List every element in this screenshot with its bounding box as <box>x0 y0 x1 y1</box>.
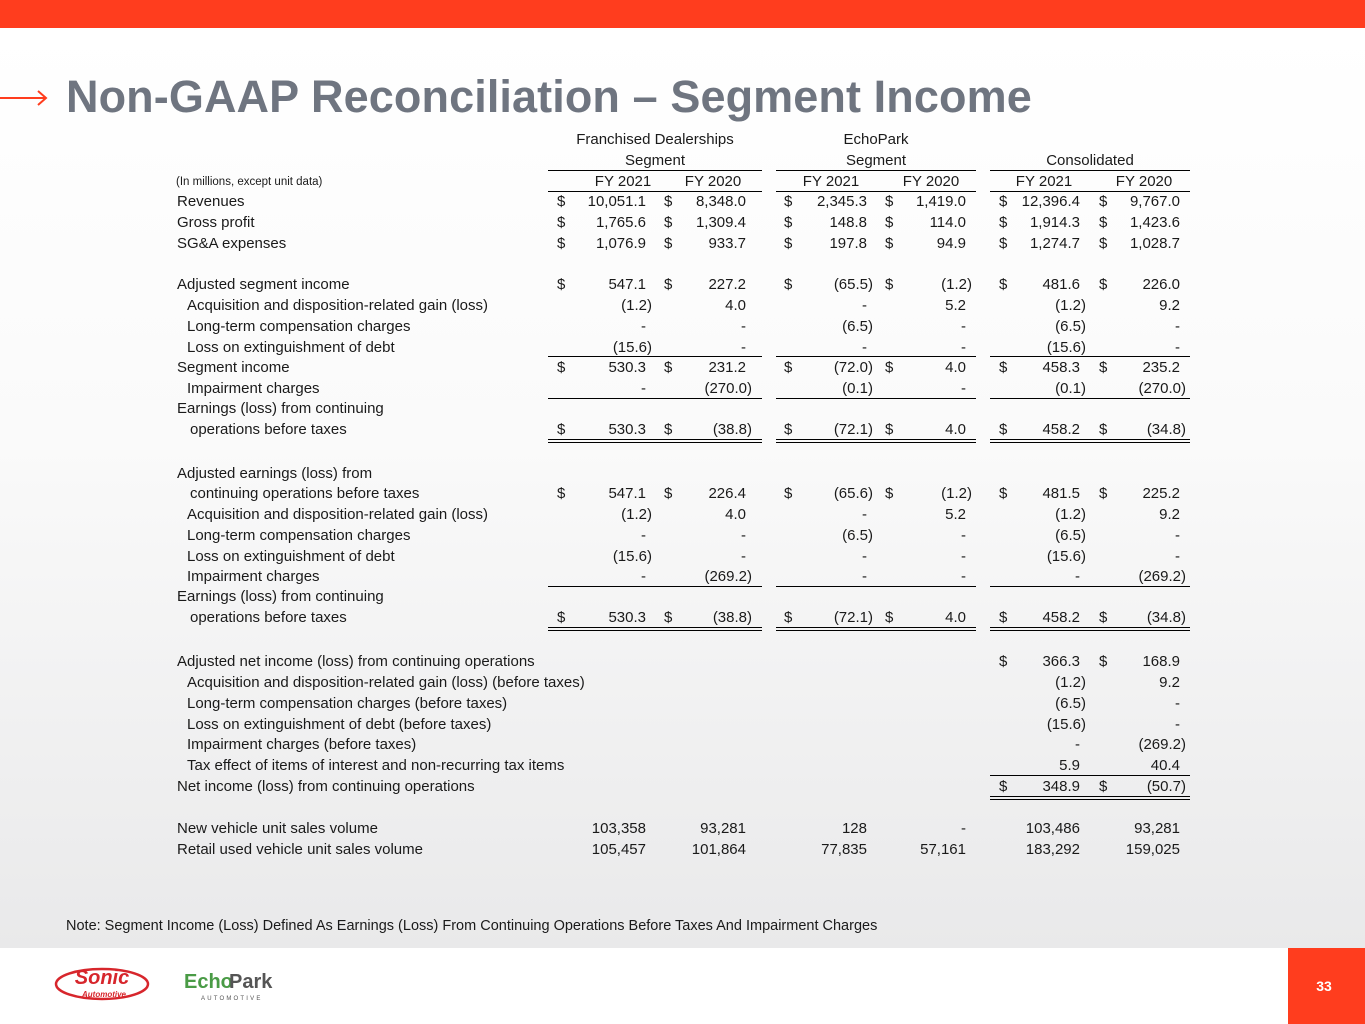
underline <box>548 170 762 171</box>
table-cell: 1,419.0 <box>915 193 966 210</box>
currency-symbol: $ <box>999 235 1008 252</box>
table-cell: (6.5) <box>1055 318 1086 335</box>
table-cell: - <box>641 568 646 585</box>
top-accent-bar <box>0 0 1365 28</box>
table-cell: - <box>1175 716 1180 733</box>
currency-symbol: $ <box>885 359 894 376</box>
table-cell: 5.2 <box>945 506 966 523</box>
table-cell: - <box>641 318 646 335</box>
table-cell: 366.3 <box>1042 653 1080 670</box>
table-cell: (6.5) <box>842 318 873 335</box>
svg-text:Automotive: Automotive <box>82 990 126 999</box>
currency-symbol: $ <box>1099 778 1108 795</box>
table-cell: - <box>741 318 746 335</box>
currency-symbol: $ <box>557 609 566 626</box>
underline <box>990 170 1190 171</box>
currency-symbol: $ <box>1099 421 1108 438</box>
table-cell: 94.9 <box>936 235 966 252</box>
currency-symbol: $ <box>784 235 793 252</box>
table-cell: - <box>741 548 746 565</box>
table-cell: - <box>961 380 966 397</box>
svg-text:Echo: Echo <box>184 971 233 993</box>
currency-symbol: $ <box>885 609 894 626</box>
currency-symbol: $ <box>557 421 566 438</box>
table-cell: 458.3 <box>1042 359 1080 376</box>
underline <box>990 586 1190 587</box>
row-label: operations before taxes <box>190 421 347 438</box>
table-cell: 1,423.6 <box>1129 214 1180 231</box>
table-cell: 8,348.0 <box>695 193 746 210</box>
currency-symbol: $ <box>784 609 793 626</box>
table-cell: - <box>961 548 966 565</box>
table-cell: - <box>1175 695 1180 712</box>
underline <box>776 191 976 192</box>
underline <box>548 356 762 357</box>
table-cell: 348.9 <box>1042 778 1080 795</box>
currency-symbol: $ <box>999 421 1008 438</box>
table-cell: (269.2) <box>1138 568 1186 585</box>
table-cell: 235.2 <box>1142 359 1180 376</box>
table-cell: 103,358 <box>591 820 646 837</box>
row-label: Loss on extinguishment of debt <box>187 548 395 565</box>
currency-symbol: $ <box>557 485 566 502</box>
table-cell: (1.2) <box>621 506 652 523</box>
table-cell: (15.6) <box>612 339 652 356</box>
table-cell: 9.2 <box>1159 674 1180 691</box>
currency-symbol: $ <box>999 276 1008 293</box>
table-cell: (1.2) <box>941 276 972 293</box>
echopark-automotive-logo <box>182 964 282 1004</box>
currency-symbol: $ <box>784 214 793 231</box>
row-label: Loss on extinguishment of debt <box>187 339 395 356</box>
double-underline <box>776 627 976 631</box>
currency-symbol: $ <box>999 609 1008 626</box>
row-label: Acquisition and disposition-related gain (loss) <box>187 297 488 314</box>
table-cell: (15.6) <box>1046 548 1086 565</box>
table-cell: - <box>641 380 646 397</box>
row-label: New vehicle unit sales volume <box>177 820 378 837</box>
table-cell: - <box>961 527 966 544</box>
row-label: Earnings (loss) from continuing <box>177 588 384 605</box>
currency-symbol: $ <box>557 276 566 293</box>
currency-symbol: $ <box>664 421 673 438</box>
currency-symbol: $ <box>885 193 894 210</box>
currency-symbol: $ <box>664 359 673 376</box>
table-cell: - <box>961 318 966 335</box>
currency-symbol: $ <box>664 214 673 231</box>
table-cell: 231.2 <box>708 359 746 376</box>
currency-symbol: $ <box>885 214 894 231</box>
table-cell: - <box>961 339 966 356</box>
table-cell: (6.5) <box>842 527 873 544</box>
row-label: Retail used vehicle unit sales volume <box>177 841 423 858</box>
table-cell: (38.8) <box>712 609 752 626</box>
double-underline <box>990 627 1190 631</box>
table-cell: 183,292 <box>1025 841 1080 858</box>
page-number: 33 <box>1316 978 1332 994</box>
table-cell: (72.0) <box>833 359 873 376</box>
row-label: Gross profit <box>177 214 255 231</box>
table-cell: (50.7) <box>1146 778 1186 795</box>
currency-symbol: $ <box>557 235 566 252</box>
table-cell: 5.9 <box>1059 757 1080 774</box>
currency-symbol: $ <box>999 485 1008 502</box>
table-cell: 4.0 <box>945 609 966 626</box>
echopark-header-line1: EchoPark <box>843 131 909 148</box>
year-header: FY 2021 <box>594 173 652 190</box>
underline <box>776 586 976 587</box>
table-cell: - <box>862 339 867 356</box>
table-cell: 93,281 <box>1134 820 1180 837</box>
table-cell: 547.1 <box>608 276 646 293</box>
double-underline <box>990 796 1190 800</box>
table-cell: - <box>862 568 867 585</box>
underline <box>990 775 1190 776</box>
table-cell: (15.6) <box>1046 716 1086 733</box>
table-cell: 159,025 <box>1125 841 1180 858</box>
underline <box>990 356 1190 357</box>
double-underline <box>990 439 1190 443</box>
underline <box>548 586 762 587</box>
currency-symbol: $ <box>557 214 566 231</box>
table-cell: (34.8) <box>1146 609 1186 626</box>
row-label: Impairment charges (before taxes) <box>187 736 417 753</box>
franchised-header-line1: Franchised Dealerships <box>576 131 734 148</box>
currency-symbol: $ <box>664 485 673 502</box>
currency-symbol: $ <box>784 485 793 502</box>
row-label: Revenues <box>177 193 245 210</box>
table-cell: 1,309.4 <box>695 214 746 231</box>
year-header: FY 2020 <box>902 173 960 190</box>
table-cell: 1,076.9 <box>595 235 646 252</box>
currency-symbol: $ <box>557 193 566 210</box>
table-cell: (0.1) <box>1055 380 1086 397</box>
row-label: Tax effect of items of interest and non-recurring tax items <box>187 757 565 774</box>
table-cell: - <box>741 339 746 356</box>
table-cell: - <box>961 820 966 837</box>
table-cell: 4.0 <box>945 421 966 438</box>
currency-symbol: $ <box>885 235 894 252</box>
table-cell: 1,914.3 <box>1029 214 1080 231</box>
table-cell: (15.6) <box>612 548 652 565</box>
underline <box>548 191 762 192</box>
row-label: Impairment charges <box>187 568 320 585</box>
table-cell: 530.3 <box>608 359 646 376</box>
underline <box>776 398 976 399</box>
underline <box>990 191 1190 192</box>
row-label: Acquisition and disposition-related gain (loss) (before taxes) <box>187 674 585 691</box>
row-label: Long-term compensation charges (before taxes) <box>187 695 508 712</box>
row-label: Long-term compensation charges <box>187 527 411 544</box>
currency-symbol: $ <box>664 235 673 252</box>
currency-symbol: $ <box>1099 193 1108 210</box>
table-cell: - <box>862 506 867 523</box>
currency-symbol: $ <box>784 359 793 376</box>
table-cell: 57,161 <box>920 841 966 858</box>
table-cell: 10,051.1 <box>587 193 646 210</box>
table-cell: 1,274.7 <box>1029 235 1080 252</box>
currency-symbol: $ <box>999 193 1008 210</box>
table-cell: - <box>1175 339 1180 356</box>
table-cell: 933.7 <box>708 235 746 252</box>
currency-symbol: $ <box>1099 485 1108 502</box>
arrow-right-icon <box>0 86 50 110</box>
row-label: Adjusted segment income <box>177 276 350 293</box>
currency-symbol: $ <box>784 193 793 210</box>
row-label: Acquisition and disposition-related gain (loss) <box>187 506 488 523</box>
table-cell: 4.0 <box>725 506 746 523</box>
table-cell: 481.5 <box>1042 485 1080 502</box>
currency-symbol: $ <box>664 276 673 293</box>
currency-symbol: $ <box>999 359 1008 376</box>
row-label: operations before taxes <box>190 609 347 626</box>
currency-symbol: $ <box>664 193 673 210</box>
table-cell: - <box>1075 736 1080 753</box>
table-cell: 225.2 <box>1142 485 1180 502</box>
double-underline <box>548 439 762 443</box>
currency-symbol: $ <box>1099 276 1108 293</box>
table-cell: 2,345.3 <box>816 193 867 210</box>
table-cell: (1.2) <box>1055 297 1086 314</box>
page-title: Non-GAAP Reconciliation – Segment Income <box>66 71 1032 122</box>
table-cell: (0.1) <box>842 380 873 397</box>
table-cell: (72.1) <box>833 421 873 438</box>
table-cell: - <box>961 568 966 585</box>
table-cell: 530.3 <box>608 421 646 438</box>
table-cell: (65.5) <box>833 276 873 293</box>
underline <box>990 398 1190 399</box>
currency-symbol: $ <box>885 421 894 438</box>
sonic-automotive-logo <box>52 964 152 1004</box>
table-cell: - <box>1175 527 1180 544</box>
underline <box>776 170 976 171</box>
table-cell: - <box>1175 548 1180 565</box>
currency-symbol: $ <box>1099 359 1108 376</box>
svg-text:Sonic: Sonic <box>74 967 130 989</box>
row-label: Long-term compensation charges <box>187 318 411 335</box>
row-label: Adjusted net income (loss) from continuing operations <box>177 653 535 670</box>
year-header: FY 2021 <box>1015 173 1073 190</box>
currency-symbol: $ <box>885 485 894 502</box>
table-cell: 4.0 <box>725 297 746 314</box>
row-label: Impairment charges <box>187 380 320 397</box>
table-cell: 227.2 <box>708 276 746 293</box>
table-cell: (15.6) <box>1046 339 1086 356</box>
currency-symbol: $ <box>999 653 1008 670</box>
table-cell: 9.2 <box>1159 506 1180 523</box>
underline <box>776 356 976 357</box>
currency-symbol: $ <box>1099 653 1108 670</box>
consolidated-header: Consolidated <box>1046 152 1134 169</box>
currency-symbol: $ <box>999 214 1008 231</box>
year-header: FY 2021 <box>802 173 860 190</box>
table-cell: (6.5) <box>1055 527 1086 544</box>
table-cell: (6.5) <box>1055 695 1086 712</box>
table-cell: (1.2) <box>941 485 972 502</box>
table-cell: - <box>1175 318 1180 335</box>
currency-symbol: $ <box>557 359 566 376</box>
franchised-header-line2: Segment <box>624 152 686 169</box>
table-cell: 458.2 <box>1042 421 1080 438</box>
table-cell: 103,486 <box>1025 820 1080 837</box>
currency-symbol: $ <box>885 276 894 293</box>
year-header: FY 2020 <box>684 173 742 190</box>
units-note: (In millions, except unit data) <box>176 176 323 188</box>
table-cell: - <box>862 297 867 314</box>
table-cell: (72.1) <box>833 609 873 626</box>
table-cell: 40.4 <box>1150 757 1180 774</box>
table-cell: (270.0) <box>704 380 752 397</box>
table-cell: - <box>741 527 746 544</box>
table-cell: - <box>1075 568 1080 585</box>
table-cell: 77,835 <box>821 841 867 858</box>
table-cell: 5.2 <box>945 297 966 314</box>
row-label: Earnings (loss) from continuing <box>177 400 384 417</box>
table-cell: (269.2) <box>704 568 752 585</box>
table-cell: 458.2 <box>1042 609 1080 626</box>
table-cell: 226.0 <box>1142 276 1180 293</box>
table-cell: (65.6) <box>833 485 873 502</box>
table-cell: 481.6 <box>1042 276 1080 293</box>
table-cell: (38.8) <box>712 421 752 438</box>
table-cell: 226.4 <box>708 485 746 502</box>
double-underline <box>548 627 762 631</box>
row-label: Loss on extinguishment of debt (before taxes) <box>187 716 492 733</box>
table-cell: (1.2) <box>621 297 652 314</box>
table-cell: 93,281 <box>700 820 746 837</box>
svg-text:AUTOMOTIVE: AUTOMOTIVE <box>201 996 263 1002</box>
table-cell: 547.1 <box>608 485 646 502</box>
currency-symbol: $ <box>784 276 793 293</box>
table-cell: 168.9 <box>1142 653 1180 670</box>
table-cell: 105,457 <box>591 841 646 858</box>
table-cell: - <box>641 527 646 544</box>
double-underline <box>776 439 976 443</box>
table-cell: 114.0 <box>929 214 966 231</box>
currency-symbol: $ <box>1099 214 1108 231</box>
table-cell: 1,765.6 <box>595 214 646 231</box>
currency-symbol: $ <box>1099 609 1108 626</box>
table-cell: (270.0) <box>1138 380 1186 397</box>
table-cell: 148.8 <box>829 214 867 231</box>
currency-symbol: $ <box>1099 235 1108 252</box>
row-label: SG&A expenses <box>177 235 287 252</box>
table-cell: 101,864 <box>691 841 746 858</box>
table-cell: 1,028.7 <box>1129 235 1180 252</box>
table-cell: 128 <box>841 820 867 837</box>
underline <box>548 398 762 399</box>
table-cell: (269.2) <box>1138 736 1186 753</box>
footnote: Note: Segment Income (Loss) Defined As Earnings (Loss) From Continuing Operations Before Taxes And Impairment Charges <box>66 918 878 934</box>
table-cell: (1.2) <box>1055 674 1086 691</box>
row-label: Net income (loss) from continuing operations <box>177 778 475 795</box>
table-cell: 9,767.0 <box>1129 193 1180 210</box>
table-cell: (1.2) <box>1055 506 1086 523</box>
row-label: Adjusted earnings (loss) from <box>177 465 373 482</box>
table-cell: 12,396.4 <box>1021 193 1080 210</box>
currency-symbol: $ <box>784 421 793 438</box>
table-cell: (34.8) <box>1146 421 1186 438</box>
echopark-header-line2: Segment <box>845 152 907 169</box>
year-header: FY 2020 <box>1115 173 1173 190</box>
svg-text:Park: Park <box>229 971 273 993</box>
table-cell: 530.3 <box>608 609 646 626</box>
row-label: Segment income <box>177 359 290 376</box>
row-label: continuing operations before taxes <box>190 485 420 502</box>
table-cell: 197.8 <box>829 235 867 252</box>
table-cell: 4.0 <box>945 359 966 376</box>
table-cell: - <box>862 548 867 565</box>
currency-symbol: $ <box>999 778 1008 795</box>
table-cell: 9.2 <box>1159 297 1180 314</box>
currency-symbol: $ <box>664 609 673 626</box>
